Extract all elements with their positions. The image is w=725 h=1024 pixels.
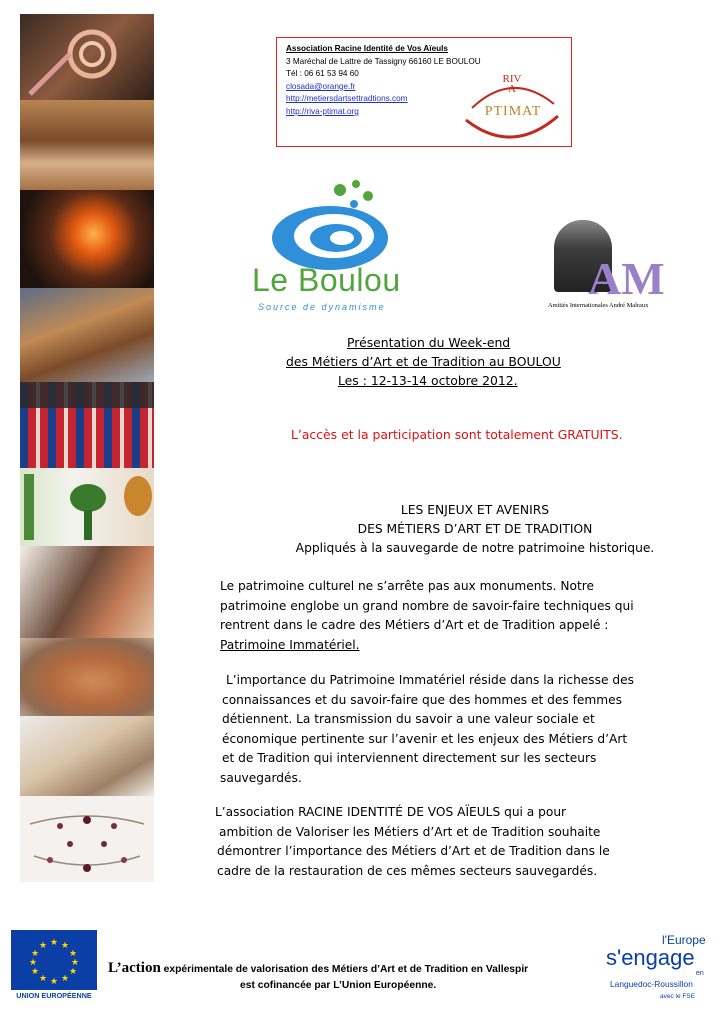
le-boulou-tagline: Source de dynamisme [258, 302, 386, 312]
section-heading-line-2: DES MÉTIERS D’ART ET DE TRADITION [357, 522, 593, 536]
photo-forge-fire [20, 190, 154, 288]
aiam-letters-icon [588, 252, 678, 298]
photo-wood-carving [20, 100, 154, 190]
photo-violin-making [20, 716, 154, 796]
paragraph-1-line: Le patrimoine culturel ne s’arrête pas aux monuments. Notre [220, 579, 594, 593]
paragraph-3-line-3: démontrer l’importance des Métiers d’Art et de Tradition dans le [217, 844, 610, 858]
riva-ptimat-logo [462, 73, 562, 142]
paragraph-3-line-2: ambition de Valoriser les Métiers d’Art et de Tradition souhaite [219, 824, 601, 839]
svg-text:★: ★ [38, 974, 48, 984]
photo-jewelry [20, 796, 154, 882]
region-line-4: Languedoc-Roussillon [610, 979, 693, 989]
presentation-line-2: des Métiers d’Art et de Tradition au BOULOU [286, 354, 561, 369]
region-line-5: avec le FSE [660, 993, 696, 1000]
svg-text:★: ★ [49, 938, 59, 948]
presentation-line-3: Les : 12-13-14 octobre 2012. [338, 373, 518, 388]
svg-text:★: ★ [28, 958, 38, 968]
paragraph-3-suffix: qui a pour [504, 805, 567, 819]
photo-turned-wood [20, 468, 154, 546]
presentation-line-1: Présentation du Week-end [347, 335, 511, 350]
eu-flag-icon [11, 930, 97, 990]
paragraph-1-line: patrimoine englobe un grand nombre de savoir-faire techniques qui [220, 598, 634, 613]
region-logo [604, 933, 708, 1011]
le-boulou-swirl-icon [250, 176, 410, 276]
phone: Tél : 06 61 53 94 60 [286, 69, 359, 79]
svg-text:★: ★ [68, 967, 78, 977]
riva-letters: RIVA [502, 73, 522, 95]
section-heading-line-1: LES ENJEUX ET AVENIRS [400, 503, 550, 517]
association-name: Association Racine Identité de Vos Aïeuls [286, 44, 448, 53]
aiam-caption: Amitiés Internationales André Malraux [548, 302, 649, 309]
address: 3 Maréchal de Lattre de Tassigny 66160 LE BOULOU [286, 56, 481, 66]
paragraph-1 [220, 577, 634, 655]
website-link-1[interactable]: http://metiersdartsettradtions.com [286, 94, 408, 104]
svg-text:AM: AM [588, 253, 665, 298]
svg-text:★: ★ [30, 949, 40, 959]
svg-text:★: ★ [49, 977, 59, 987]
le-boulou-text: Le Boulou [252, 262, 401, 298]
footer-text: expérimentale de valorisation des Métiers d’Art et de Tradition en Vallespir [163, 964, 529, 975]
ptimat-word: PTIMAT [484, 104, 542, 119]
svg-text:★: ★ [60, 941, 70, 951]
website-link-2[interactable]: http://riva-ptimat.org [286, 106, 359, 116]
photo-ironwork [20, 546, 154, 638]
paragraph-1-line: rentrent dans le cadre des Métiers d’Art et de Tradition appelé : [220, 618, 609, 632]
paragraph-3-line-1 [215, 803, 610, 823]
svg-text:★: ★ [60, 974, 70, 984]
eu-caption: UNION EUROPÉENNE [16, 991, 92, 1000]
footer-line-2: est cofinancée par L’Union Européenne. [240, 980, 437, 991]
eu-logo [11, 930, 97, 1002]
organization-name: RACINE IDENTITÉ DE VOS AÏEULS [298, 805, 501, 819]
patrimoine-immateriel: Patrimoine Immatériel. [220, 637, 360, 652]
paragraph-2-line: et de Tradition qui interviennent directement sur les secteurs [222, 751, 597, 765]
photo-weaving-loom [20, 382, 154, 468]
svg-text:★: ★ [70, 958, 80, 968]
paragraph-2 [220, 671, 634, 788]
paragraph-3-prefix: L’association [215, 805, 295, 819]
aiam-logo [548, 216, 678, 316]
photo-tools [20, 288, 154, 382]
paragraph-2-line: économique pertinente sur l’avenir et les enjeux des Métiers d’Art [222, 731, 628, 746]
le-boulou-logo [250, 176, 410, 316]
region-line-2: s'engage [606, 945, 695, 970]
paragraph-2-line: sauvegardés. [220, 770, 302, 785]
footer-lead: L’action [108, 960, 161, 976]
email-link[interactable]: closada@orange.fr [286, 81, 356, 91]
photo-forged-spiral [20, 14, 154, 100]
svg-text:★: ★ [38, 941, 48, 951]
photo-pottery [20, 638, 154, 716]
svg-text:★: ★ [68, 949, 78, 959]
region-line-3: en [696, 970, 704, 977]
paragraph-2-line: détiennent. La transmission du savoir a une valeur sociale et [222, 712, 595, 726]
region-line-1: l'Europe [662, 933, 706, 947]
paragraph-2-line: L’importance du Patrimoine Immatériel réside dans la richesse des [226, 673, 634, 687]
svg-text:★: ★ [30, 967, 40, 977]
footer-line-1 [108, 960, 528, 977]
paragraph-3-line-4: cadre de la restauration de ces mêmes secteurs sauvegardés. [217, 863, 598, 878]
paragraph-3 [215, 803, 610, 881]
free-notice: L’accès et la participation sont totalement GRATUITS. [291, 427, 623, 442]
paragraph-2-line: connaissances et du savoir-faire que des hommes et des femmes [222, 692, 622, 707]
section-heading-line-3: Appliqués à la sauvegarde de notre patrimoine historique. [295, 541, 655, 555]
